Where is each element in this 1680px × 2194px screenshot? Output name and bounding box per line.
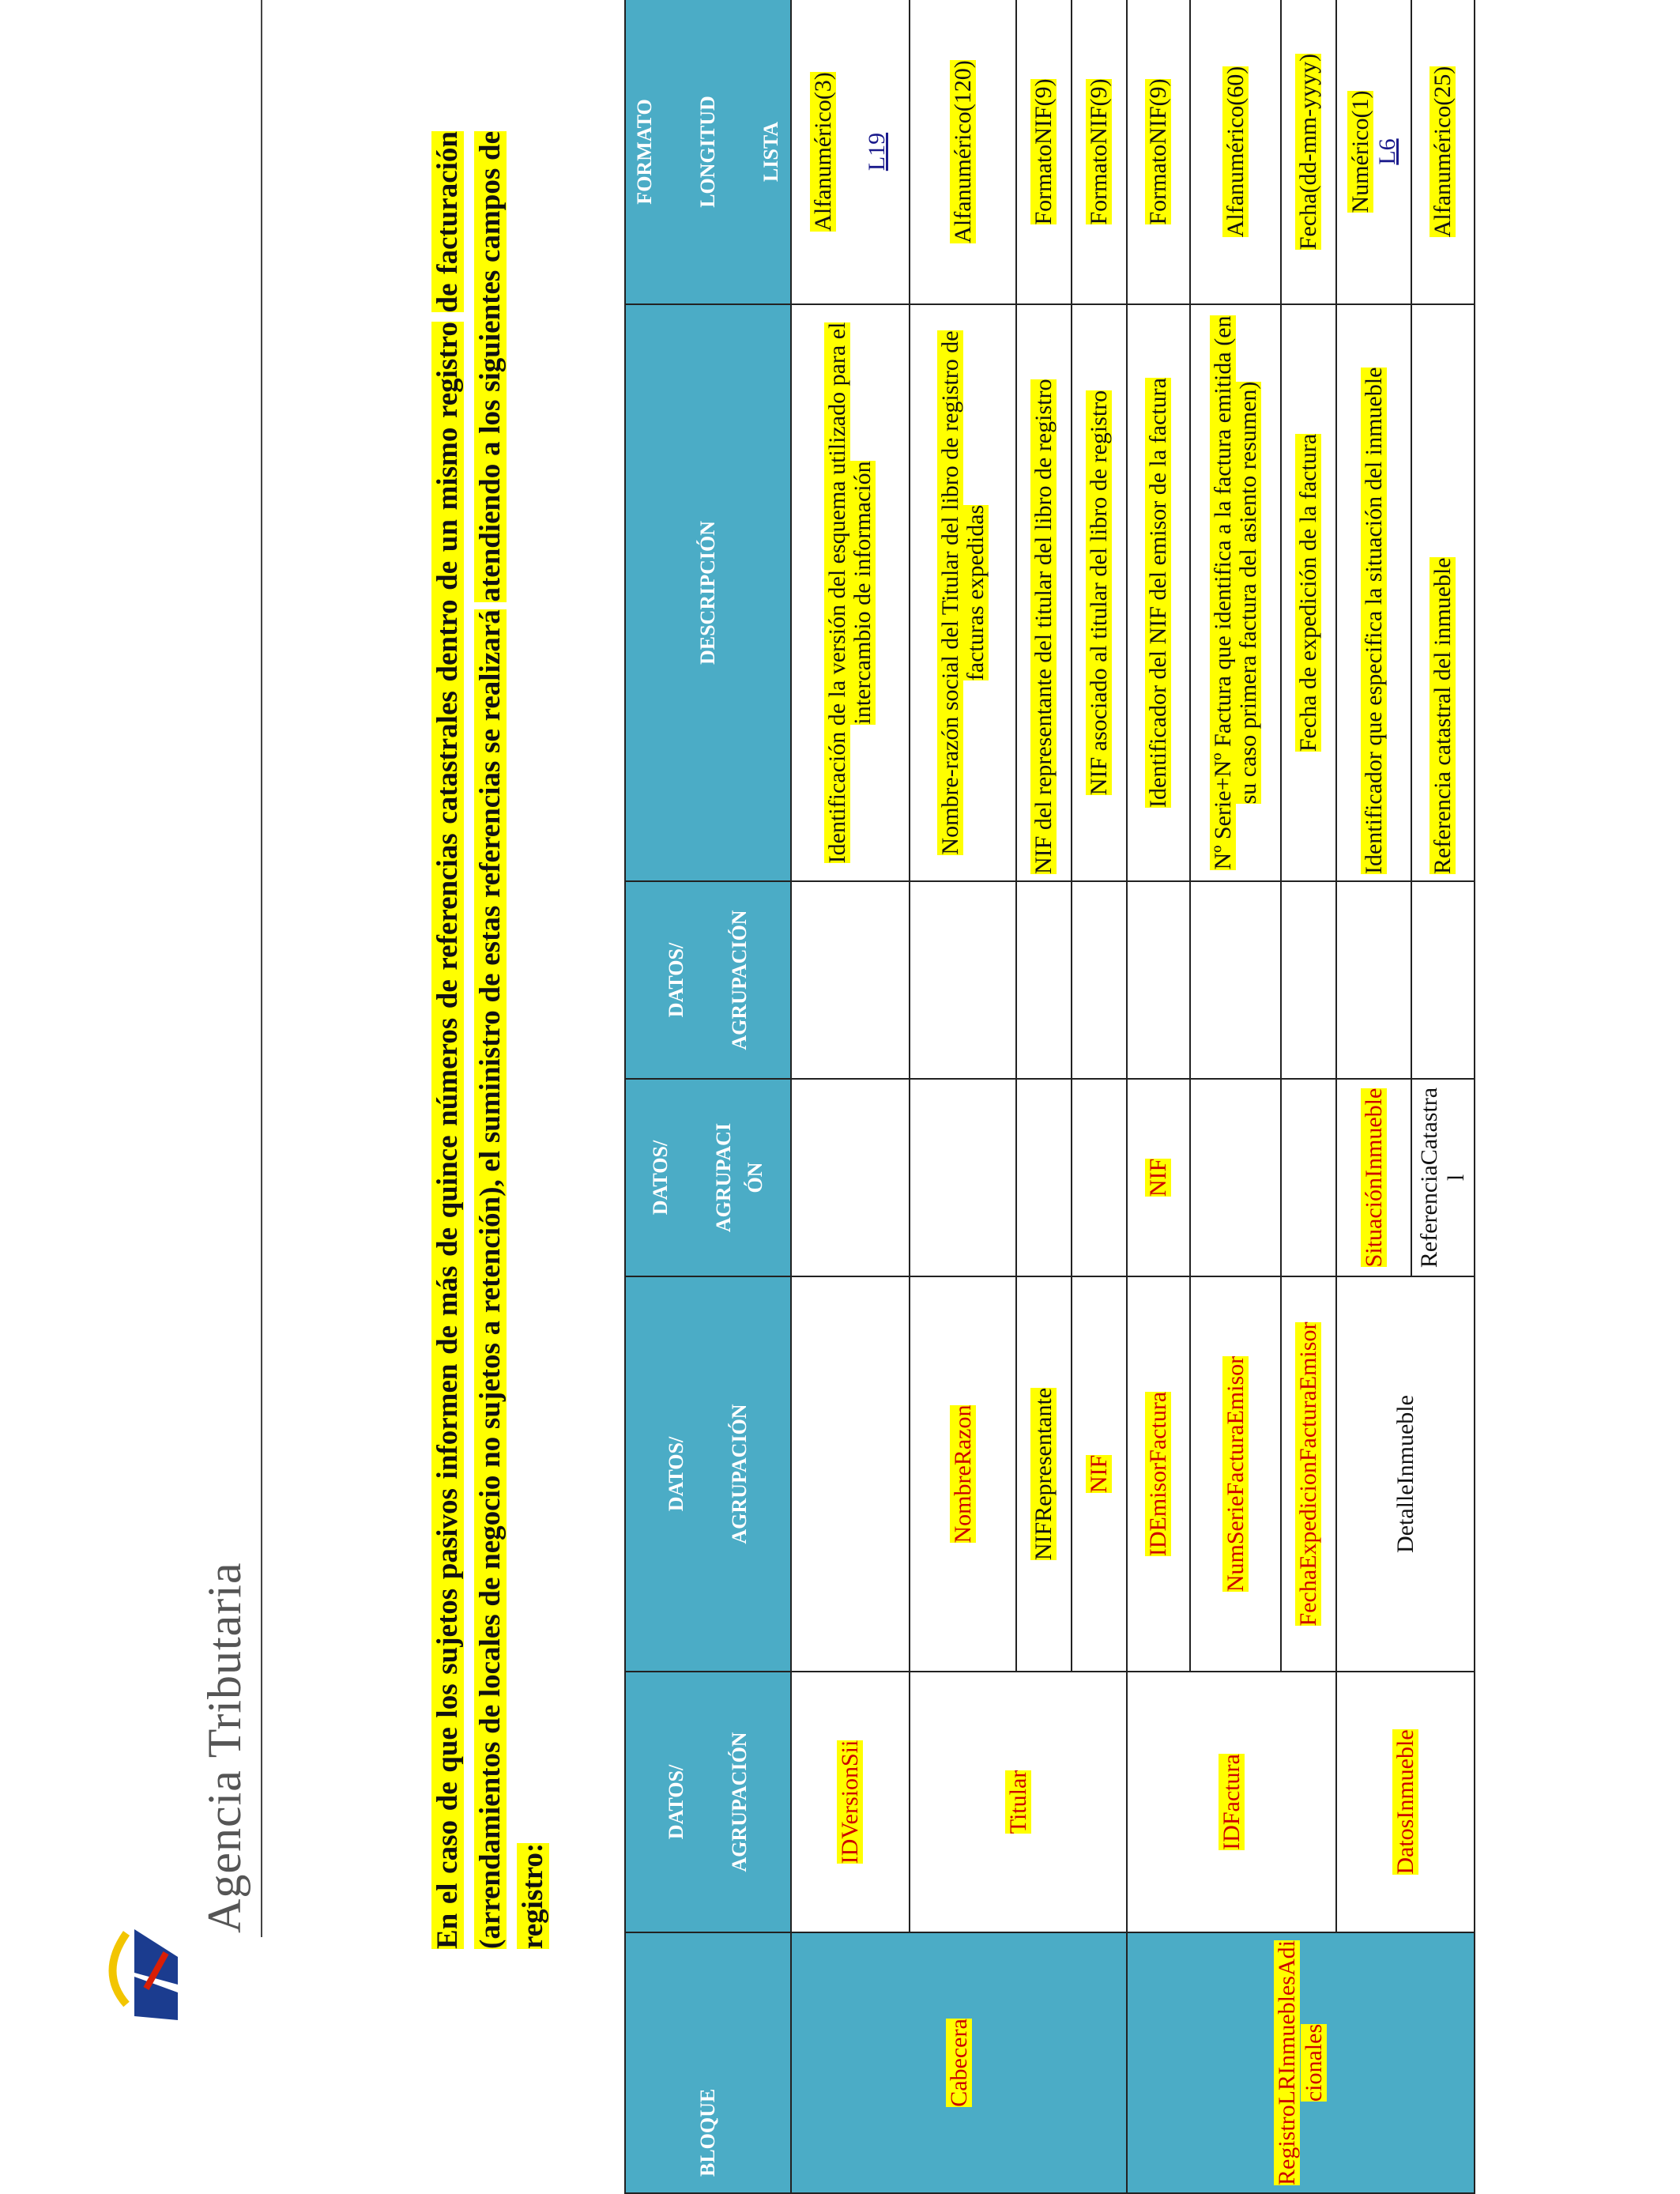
list-link-l6[interactable]: L6 xyxy=(1373,138,1400,165)
desc-situacion: Identificador que especifica la situación del inmueble xyxy=(1336,304,1411,881)
cell-situacioninmueble: SituaciónInmueble xyxy=(1336,1079,1411,1276)
agency-name: Agencia Tributaria xyxy=(198,1562,250,1933)
header-datos-3: DATOS/ AGRUPACI ÓN xyxy=(625,1079,791,1276)
desc-idemisor: Identificador del NIF del emisor de la factura xyxy=(1127,304,1190,881)
format-nifrep: FormatoNIF(9) xyxy=(1016,0,1072,304)
cell-titular: Titular xyxy=(910,1672,1127,1932)
cell-fechaexpedicion: FechaExpedicionFacturaEmisor xyxy=(1281,1276,1336,1672)
header-bloque: BLOQUE xyxy=(625,1932,791,2193)
desc-nombre: Nombre-razón social del Titular del libro de registro de facturas expedidas xyxy=(910,304,1016,881)
header-descripcion: DESCRIPCIÓN xyxy=(625,304,791,881)
cell-nif-emisor: NIF xyxy=(1127,1079,1190,1276)
cell-idversionsii: IDVersionSii xyxy=(791,1672,910,1932)
cell-referenciacatastral: ReferenciaCatastral xyxy=(1411,1079,1475,1276)
format-idemisor: FormatoNIF(9) xyxy=(1127,0,1190,304)
format-nif: FormatoNIF(9) xyxy=(1072,0,1127,304)
page-header xyxy=(103,44,261,2020)
desc-nifrep: NIF del representante del titular del libro de registro xyxy=(1016,304,1072,881)
desc-nif: NIF asociado al titular del libro de registro xyxy=(1072,304,1127,881)
format-nombre: Alfanumérico(120) xyxy=(910,0,1016,304)
desc-numserie: Nº Serie+Nº Factura que identifica a la factura emitida (en su caso primera factura del asiento resumen) xyxy=(1190,304,1281,881)
fields-table xyxy=(624,0,1475,2194)
header-datos-4: DATOS/ AGRUPACIÓN xyxy=(625,881,791,1079)
intro-paragraph xyxy=(427,131,555,1949)
cell-idemisorfactura: IDEmisorFactura xyxy=(1127,1276,1190,1672)
desc-referencia: Referencia catastral del inmueble xyxy=(1411,304,1475,881)
list-link-l19[interactable]: L19 xyxy=(864,132,890,172)
table-row xyxy=(791,0,910,2193)
cell-idfactura: IDFactura xyxy=(1127,1672,1336,1932)
desc-fecha: Fecha de expedición de la factura xyxy=(1281,304,1336,881)
format-situacion: Numérico(1) L6 xyxy=(1336,0,1411,304)
table-header-row xyxy=(625,0,791,2193)
cell-datosinmueble: DatosInmueble xyxy=(1336,1672,1475,1932)
agencia-tributaria-logo-icon xyxy=(103,1925,182,2020)
cell-nif: NIF xyxy=(1072,1276,1127,1672)
table-row xyxy=(1336,0,1411,2193)
table-row xyxy=(1127,0,1190,2193)
header-datos-1: DATOS/ AGRUPACIÓN xyxy=(625,1672,791,1932)
format-numserie: Alfanumérico(60) xyxy=(1190,0,1281,304)
table-row xyxy=(910,0,1016,2193)
cell-detalleinmueble: DetalleInmueble xyxy=(1336,1276,1475,1672)
format-referencia: Alfanumérico(25) xyxy=(1411,0,1475,304)
bloque-cabecera: Cabecera xyxy=(791,1932,1127,2193)
intro-line-3: atendiendo a los siguientes campos de registro: xyxy=(474,131,549,1949)
desc-idversion: Identificación de la versión del esquema utilizado para el intercambio de información xyxy=(791,304,910,881)
cell-nombrerazon: NombreRazon xyxy=(910,1276,1016,1672)
bloque-registro: RegistroLRInmueblesAdicionales xyxy=(1127,1932,1475,2193)
header-formato: FORMATO LONGITUD LISTA xyxy=(625,0,791,304)
cell-nifrepresentante: NIFRepresentante xyxy=(1016,1276,1072,1672)
cell-numseriefacturaemisor: NumSerieFacturaEmisor xyxy=(1190,1276,1281,1672)
header-divider xyxy=(261,0,262,1937)
intro-line-2: de facturación (arrendamientos de locales de negocio no sujetos a retención), el suministro de estas referencias se realizará xyxy=(431,131,507,1949)
format-idversion: Alfanumérico(3) L19 xyxy=(791,0,910,304)
intro-line-1: En el caso de que los sujetos pasivos informen de más de quince números de referencias catastrales dentro de un mismo registro xyxy=(431,322,464,1949)
format-fecha: Fecha(dd-mm-yyyy) xyxy=(1281,0,1336,304)
header-datos-2: DATOS/ AGRUPACIÓN xyxy=(625,1276,791,1672)
